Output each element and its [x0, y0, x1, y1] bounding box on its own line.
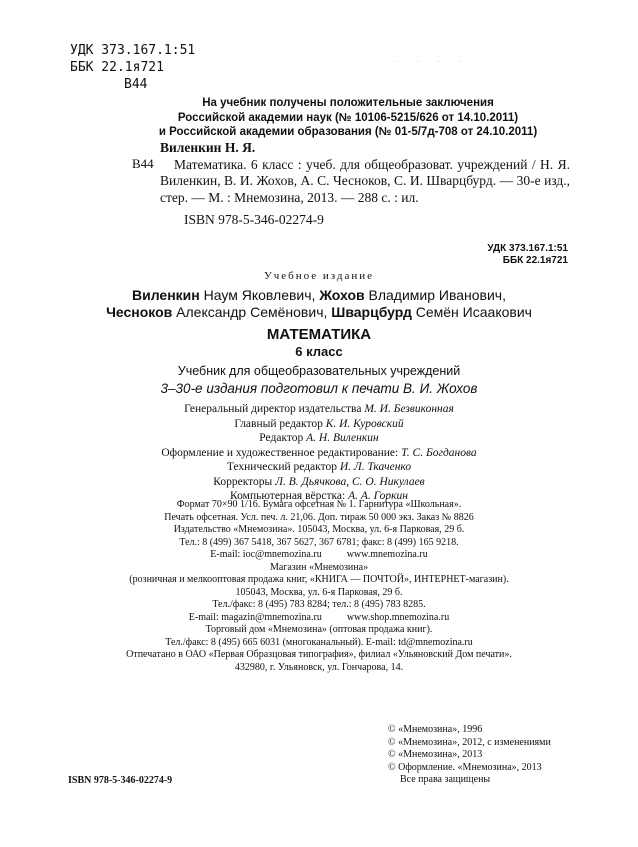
print-info-line: 432980, г. Ульяновск, ул. Гончарова, 14. [234, 661, 404, 673]
staff-name: А. А. Горкин [348, 490, 408, 502]
print-info-line: Магазин «Мнемозина» [269, 561, 369, 573]
right-classification-codes [487, 243, 568, 267]
edition-type: Учебное издание [263, 270, 375, 282]
author-name: Наум Яковлевич, [199, 287, 320, 303]
staff-name: Л. В. Дьячкова, С. О. Никулаев [275, 475, 425, 488]
staff-name: К. И. Куровский [325, 417, 404, 430]
staff-role: Корректоры [213, 475, 276, 488]
staff-name: Т. С. Богданова [401, 446, 477, 459]
prepared-by: 3–30-е издания подготовил к печати В. И. Жохов [160, 381, 478, 396]
author-name: Семён Исаакович [411, 304, 532, 320]
print-info-line: E-mail: magazin@mnemozina.ru www.shop.mnemozina.ru [188, 611, 450, 623]
print-info-line: E-mail: ioc@mnemozina.ru www.mnemozina.ru [210, 549, 428, 560]
staff-name: И. Л. Ткаченко [339, 461, 412, 473]
staff-name: М. И. Безвиконная [364, 403, 454, 415]
staff-list [0, 402, 638, 504]
right-udk-code: УДК 373.167.1:51 [487, 243, 568, 254]
staff-row [0, 417, 638, 432]
staff-row [0, 475, 638, 490]
staff-row [0, 460, 638, 475]
author-surname: Жохов [319, 287, 365, 303]
print-info-line: Издательство «Мнемозина». 105043, Москва, ул. 6-я Парковая, 29 б. [173, 524, 465, 535]
print-info [0, 499, 638, 674]
print-info-line: Тел.: 8 (499) 367 5418, 367 5627, 367 6781; факс: 8 (499) 165 9218. [179, 536, 459, 548]
authors-line [0, 304, 638, 321]
copyright-line: © Оформление. «Мнемозина», 2013 [388, 761, 542, 773]
right-bbk-code: ББК 22.1я721 [502, 255, 568, 266]
card-description: Математика. 6 класс : учеб. для общеобразоват. учреждений / Н. Я. Виленкин, В. И. Жохов, А. С. Чесноков, С. И. Шварцбурд. — 30-е изд., стер. — М. : Мнемозина, 2013. — 288 с. : ил. [160, 156, 570, 205]
author-name: Владимир Иванович, [364, 287, 506, 303]
authors-list [0, 287, 638, 321]
copyright-line: Все права защищены [400, 774, 491, 785]
isbn-bottom: ISBN 978-5-346-02274-9 [68, 775, 173, 786]
card-author: Виленкин Н. Я. [160, 140, 256, 155]
staff-role: Оформление и художественное редактирование: [161, 446, 402, 459]
classification-codes [70, 42, 195, 93]
book-title: МАТЕМАТИКА [266, 326, 372, 343]
copyright-line: © «Мнемозина», 1996 [388, 724, 483, 735]
book-grade: 6 класс [295, 344, 343, 359]
author-surname: Виленкин [132, 287, 200, 303]
staff-row [0, 431, 638, 446]
card-author-code: В44 [132, 156, 154, 171]
approval-line: На учебник получены положительные заключения [202, 97, 494, 109]
print-info-line: (розничная и мелкооптовая продажа книг, «КНИГА — ПОЧТОЙ», ИНТЕРНЕТ-магазин). [129, 574, 509, 585]
author-surname: Чесноков [106, 304, 173, 320]
bbk-code: ББК 22.1я721 [70, 60, 164, 75]
book-subtitle: Учебник для общеобразовательных учреждений [177, 364, 461, 378]
author-code: В44 [124, 77, 148, 92]
print-info-line: Печать офсетная. Усл. печ. л. 21,06. Доп. тираж 50 000 экз. Заказ № 8826 [164, 511, 474, 523]
copyright-line: © «Мнемозина», 2013 [388, 749, 483, 760]
staff-row [0, 402, 638, 417]
author-name: Александр Семёнович, [172, 304, 332, 320]
staff-role: Технический редактор [226, 461, 340, 473]
print-info-line: Торговый дом «Мнемозина» (оптовая продажа книг). [205, 624, 433, 635]
print-info-line: 105043, Москва, ул. 6-я Парковая, 29 б. [235, 586, 403, 598]
approval-notice [148, 96, 548, 140]
staff-role: Компьютерная вёрстка: [230, 490, 349, 502]
author-surname: Шварцбурд [331, 304, 412, 320]
print-info-line: Формат 70×90 1/16. Бумага офсетная № 1. Гарнитура «Школьная». [176, 499, 462, 510]
copyright-line: © «Мнемозина», 2012, с изменениями [388, 736, 551, 748]
staff-name: А. Н. Виленкин [306, 432, 379, 444]
staff-role: Редактор [259, 432, 307, 444]
show-through-mark: · · · · [395, 52, 468, 68]
udk-code: УДК 373.167.1:51 [70, 43, 196, 58]
approval-line: Российской академии наук (№ 10106-5215/626 от 14.10.2011) [177, 111, 519, 124]
print-info-line: Тел./факс: 8 (495) 783 8284; тел.: 8 (495) 783 8285. [212, 599, 426, 610]
approval-line: и Российской академии образования (№ 01-5/7д-708 от 24.10.2011) [158, 126, 538, 138]
print-info-line: Тел./факс: 8 (495) 665 6031 (многоканальный). E-mail: td@mnemozina.ru [165, 636, 473, 648]
catalog-card [160, 140, 570, 229]
staff-role: Главный редактор [234, 417, 326, 430]
staff-role: Генеральный директор издательства [184, 403, 365, 415]
staff-row [0, 446, 638, 461]
copyright-notices [388, 724, 551, 787]
authors-line [0, 287, 638, 304]
card-isbn: ISBN 978-5-346-02274-9 [184, 212, 324, 227]
print-info-line: Отпечатано в ОАО «Первая Образцовая типография», филиал «Ульяновский Дом печати». [126, 649, 512, 660]
